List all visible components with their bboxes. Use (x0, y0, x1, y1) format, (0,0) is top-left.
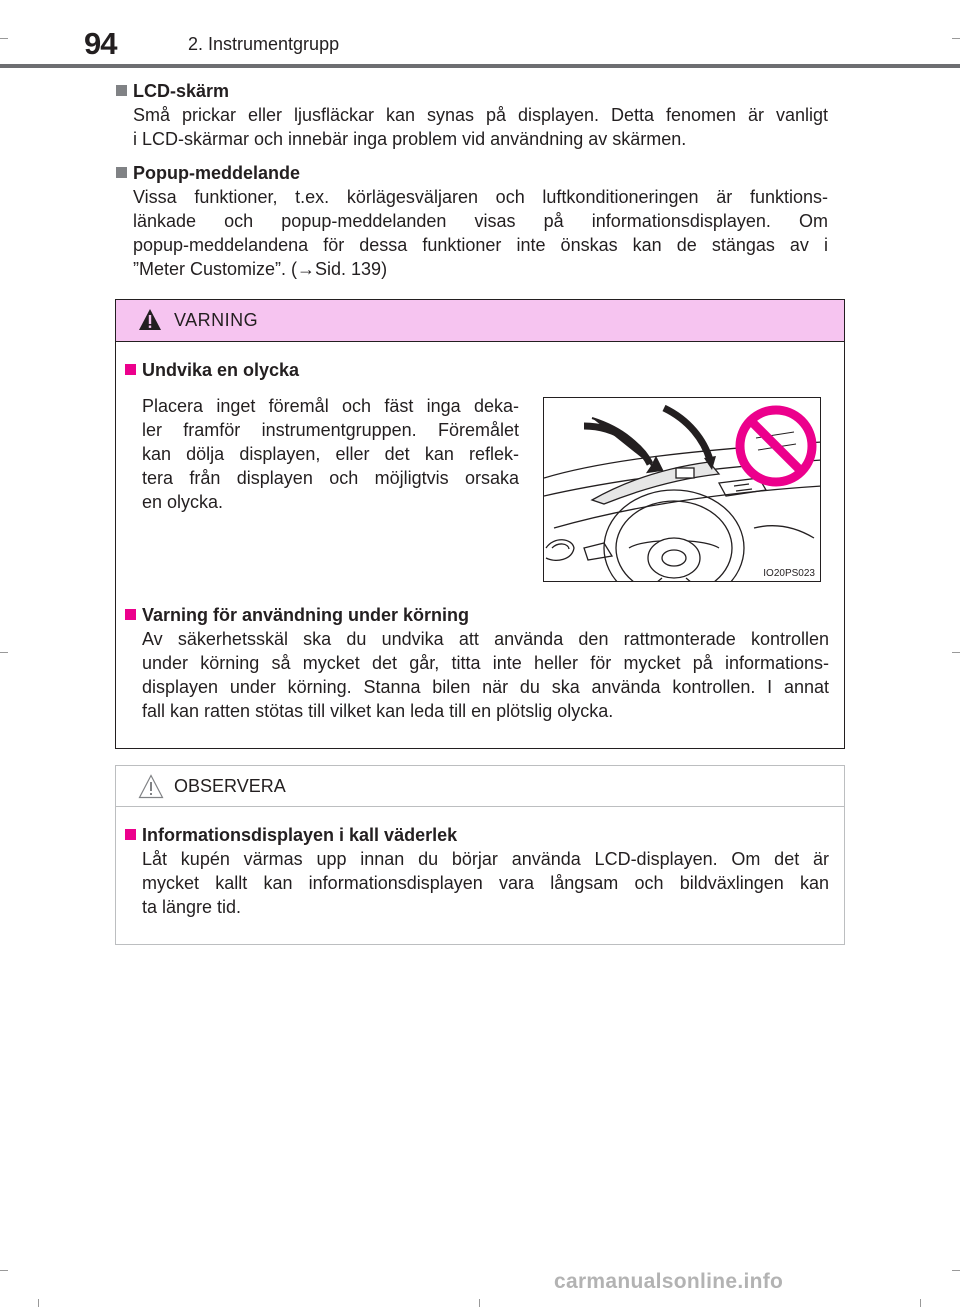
warning-item-2-paragraph (142, 627, 829, 723)
warning-triangle-icon (138, 308, 162, 331)
text-line: Av säkerhetsskäl ska du undvika att använda den rattmonterade kontrollen (142, 629, 829, 649)
square-bullet-icon (125, 609, 136, 620)
warning-item-2 (125, 603, 829, 723)
square-bullet-icon (125, 829, 136, 840)
warning-item-1-body (125, 394, 519, 514)
text-line: popup-meddelandena för dessa funktioner inte önskas kan de stängas av i (133, 235, 828, 255)
popup-heading (116, 161, 828, 185)
figure-label: IO20PS023 (763, 568, 815, 579)
warning-item-2-heading (125, 603, 829, 627)
notice-item-1-heading-text: Informationsdisplayen i kall väderlek (142, 825, 458, 845)
text-line: displayen under körning. Stanna bilen när du ska använda kontrollen. I annat (142, 677, 829, 697)
text-line: Placera inget föremål och fäst inga deka- (142, 396, 519, 416)
square-bullet-icon (116, 167, 127, 178)
warning-title: VARNING (174, 310, 259, 330)
text-line: Låt kupén värmas upp innan du börjar använda LCD-displayen. Om det är (142, 849, 829, 869)
warning-item-1-heading-text: Undvika en olycka (142, 360, 300, 380)
text-line: tera från displayen och möjligtvis orsaka (142, 468, 519, 488)
popup-section (116, 161, 828, 281)
text-line: kan dölja displayen, eller det kan reflek- (142, 444, 519, 464)
page-header (84, 24, 874, 64)
text-line: en olycka. (142, 492, 224, 512)
warning-item-2-heading-text: Varning för användning under körning (142, 605, 470, 625)
crop-mark (0, 1270, 8, 1271)
warning-item-1-paragraph (142, 394, 519, 514)
crop-mark (952, 1270, 960, 1271)
crop-mark (479, 1299, 480, 1307)
page-number: 94 (84, 26, 117, 61)
square-bullet-icon (116, 85, 127, 96)
crop-mark (952, 652, 960, 653)
section-title: 2. Instrumentgrupp (188, 34, 340, 54)
lcd-heading-text: LCD-skärm (133, 81, 230, 101)
popup-heading-text: Popup-meddelande (133, 163, 301, 183)
caution-triangle-icon (138, 774, 164, 799)
lcd-section (116, 79, 828, 151)
text-line: under körning så mycket det går, titta inte heller för mycket på informations- (142, 653, 829, 673)
lcd-paragraph (133, 103, 828, 151)
text-line: ta längre tid. (142, 897, 242, 917)
text-line: Små prickar eller ljusfläckar kan synas på displayen. Detta fenomen är vanligt (133, 105, 828, 125)
text-line: länkade och popup-meddelanden visas på informationsdisplayen. Om (133, 211, 828, 231)
text-line: mycket kallt kan informationsdisplayen vara långsam och bildväxlingen kan (142, 873, 829, 893)
crop-mark (38, 1299, 39, 1307)
dashboard-illustration (543, 397, 821, 582)
warning-item-1 (125, 358, 525, 382)
notice-item-1-paragraph (142, 847, 829, 919)
crop-mark (0, 652, 8, 653)
prohibited-sign-icon (740, 410, 812, 482)
warning-header (116, 300, 844, 342)
text-line: ler framför instrumentgruppen. Föremålet (142, 420, 519, 440)
notice-item-1 (125, 823, 829, 919)
text-line: i LCD-skärmar och innebär inga problem vid användning av skärmen. (133, 129, 687, 149)
crop-mark (920, 1299, 921, 1307)
notice-header (116, 766, 844, 807)
watermark-text: carmanualsonline.info (554, 1270, 784, 1293)
header-rule (0, 64, 960, 68)
dashboard-drawing (544, 398, 821, 582)
crop-mark (952, 38, 960, 39)
square-bullet-icon (125, 364, 136, 375)
text-line: fall kan ratten stötas till vilket kan leda till en plötslig olycka. (142, 701, 614, 721)
text-line: ”Meter Customize”. (→Sid. 139) (133, 259, 388, 279)
popup-paragraph (133, 185, 828, 281)
lcd-heading (116, 79, 828, 103)
notice-title: OBSERVERA (174, 776, 286, 796)
notice-item-1-heading (125, 823, 829, 847)
text-line: Vissa funktioner, t.ex. körlägesväljaren och luftkonditioneringen är funktions- (133, 187, 828, 207)
crop-mark (0, 38, 8, 39)
warning-item-1-heading (125, 358, 525, 382)
